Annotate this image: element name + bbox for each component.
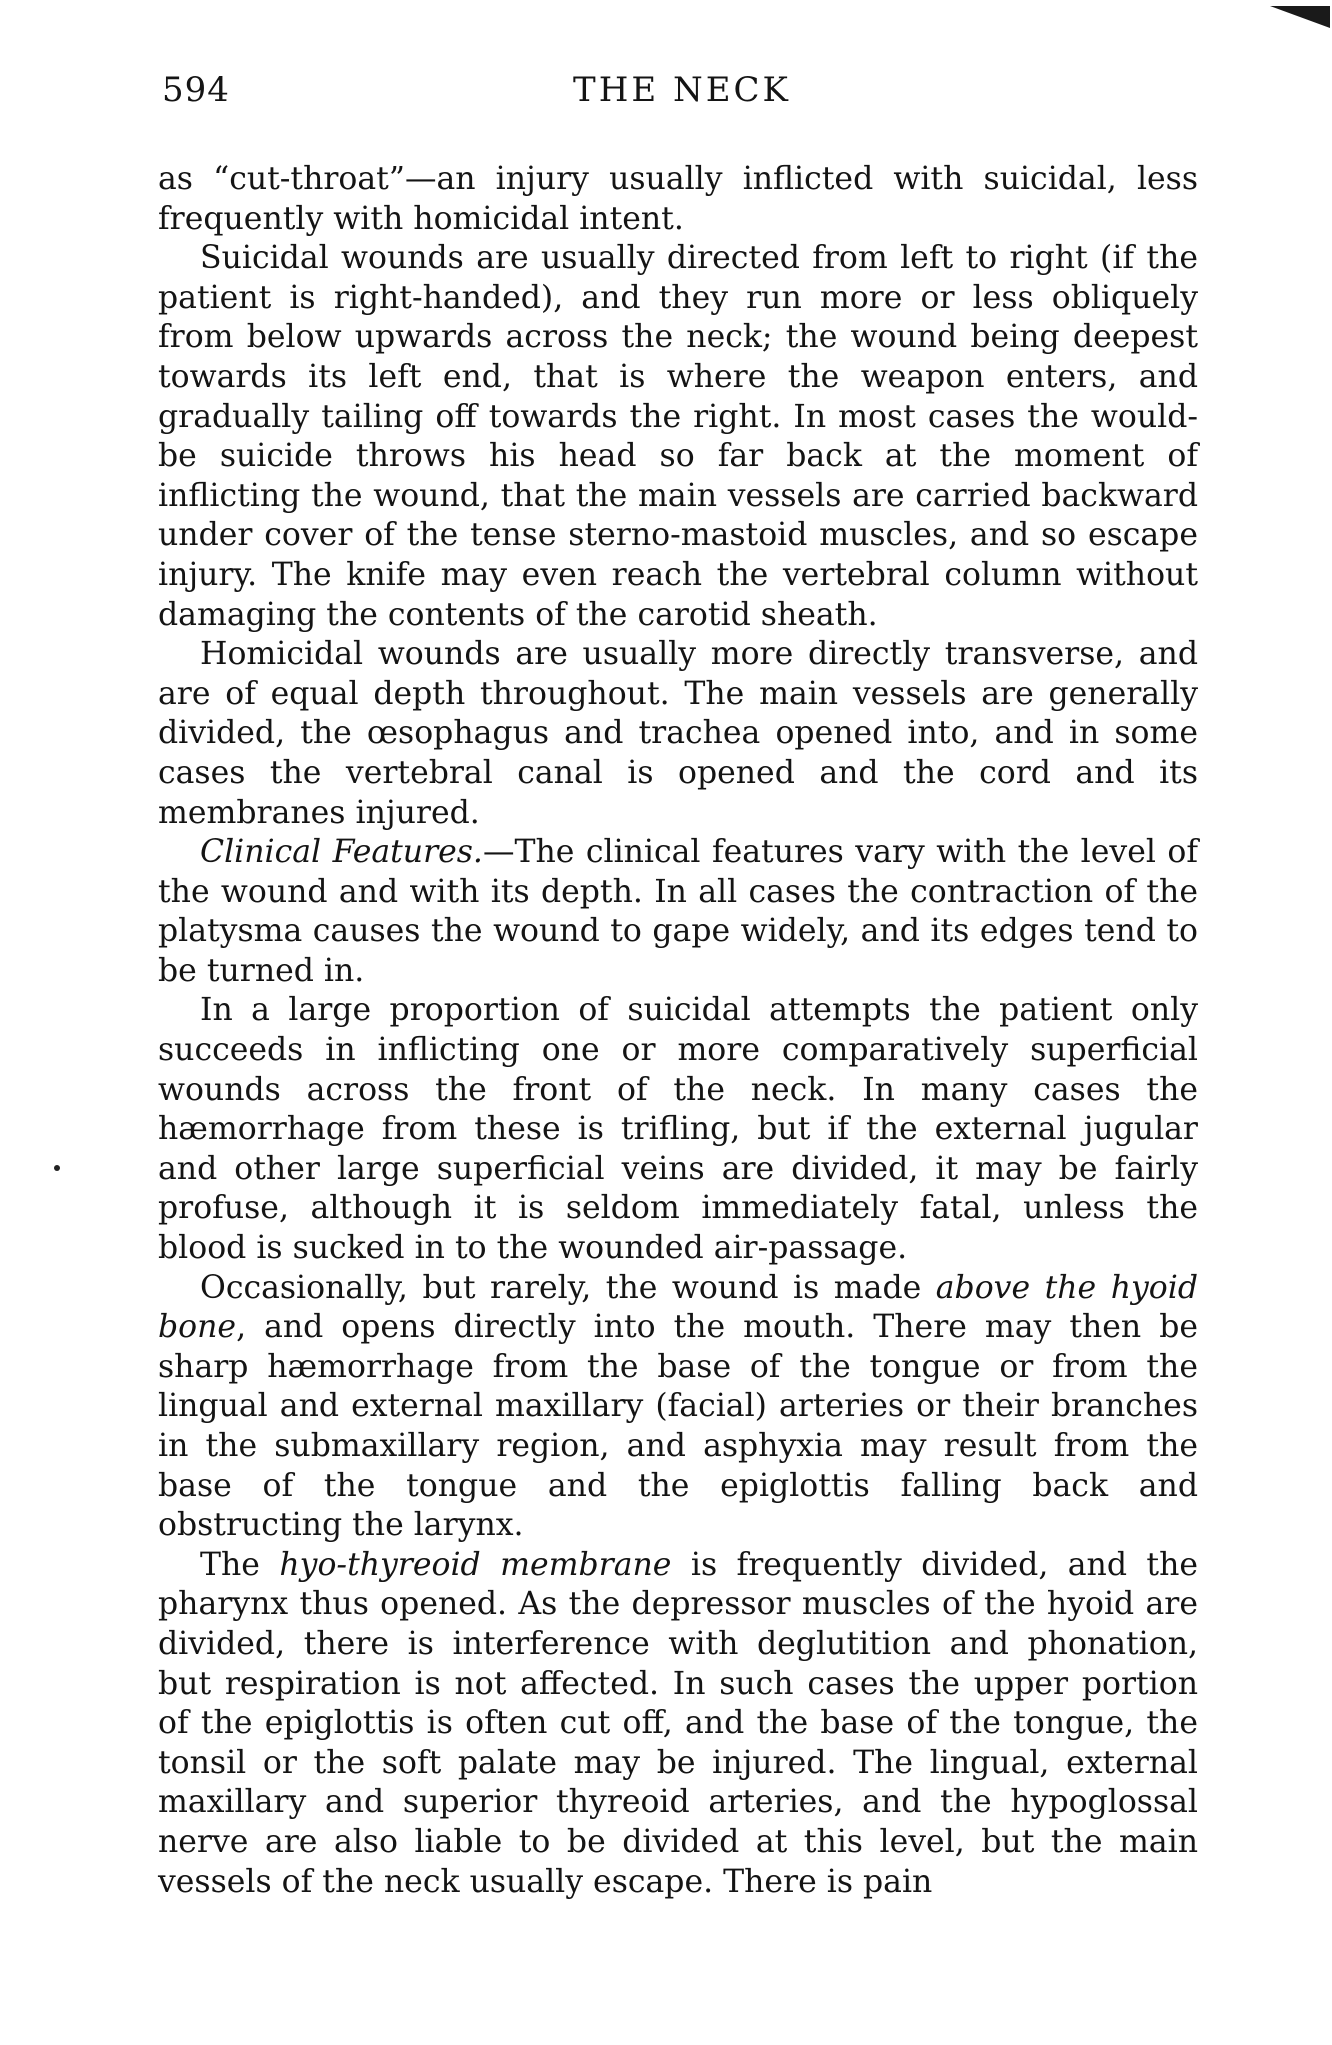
paragraph <box>158 1269 1198 1546</box>
italic-text: above the hyoid bone <box>158 1269 1198 1346</box>
paragraph-text: Homicidal wounds are usually more directly transverse, and are of equal depth throughout. The main vessels are generally divided, the œsophagus and trachea opened into, and in some cases the vertebral canal is opened and the cord and its membranes injured. <box>158 636 1198 831</box>
paragraph <box>158 833 1198 991</box>
page-corner-mark <box>1270 6 1330 28</box>
paragraph-text: —The clinical features vary with the level of the wound and with its depth. In all cases the contraction of the platysma causes the wound to gape widely, and its edges tend to be turned in. <box>158 834 1198 989</box>
paragraph <box>158 1546 1198 1902</box>
page-number: 594 <box>162 70 230 110</box>
paragraph-text: In a large proportion of suicidal attempts the patient only succeeds in inflicting one or more comparatively superficial wounds across the front of the neck. In many cases the hæmorrhage from these is trifling, but if the external jugular and other large superficial veins are divided, it may be fairly profuse, although it is seldom immediately fatal, unless the blood is sucked in to the wounded air-passage. <box>158 992 1198 1267</box>
paragraph-text: Suicidal wounds are usually directed from left to right (if the patient is right-handed), and they run more or less obliquely from below upwards across the neck; the wound being deepest towards its left end, that is where the weapon enters, and gradually tailing off towards the right. In most cases the would-be suicide throws his head so far back at the moment of inflicting the wound, that the main vessels are carried backward under cover of the tense sterno-mastoid muscles, and so escape injury. The knife may even reach the vertebral column without damaging the contents of the carotid sheath. <box>158 240 1198 633</box>
paragraph <box>158 635 1198 833</box>
paragraph <box>158 160 1198 239</box>
paragraph-text: is frequently divided, and the pharynx thus opened. As the depressor muscles of the hyoid are divided, there is interference with deglutition and phonation, but respiration is not affected. In such cases the upper portion of the epiglottis is often cut off, and the base of the tongue, the tonsil or the soft palate may be injured. The lingual, external maxillary and superior thyreoid arteries, and the hypoglossal nerve are also liable to be divided at this level, but the main vessels of the neck usually escape. There is pain <box>158 1546 1199 1900</box>
paragraph-text: The <box>200 1546 280 1583</box>
italic-text: hyo-thyreoid membrane <box>279 1546 672 1583</box>
paragraph <box>158 239 1198 635</box>
paragraph-text: as “cut-throat”—an injury usually inflicted with suicidal, less frequently with homicidal intent. <box>158 161 1198 237</box>
body-text <box>158 160 1198 1902</box>
paragraph <box>158 991 1198 1268</box>
paragraph-text: , and opens directly into the mouth. There may then be sharp hæmorrhage from the base of the tongue or from the lingual and external maxillary (facial) arteries or their branches in the submaxillary region, and asphyxia may result from the base of the tongue and the epiglottis falling back and obstructing the larynx. <box>158 1309 1198 1544</box>
italic-text: Clinical Features. <box>200 834 483 871</box>
margin-dot <box>54 1165 60 1171</box>
paragraph-text: Occasionally, but rarely, the wound is made <box>200 1269 936 1306</box>
running-head: THE NECK <box>573 70 791 110</box>
page-header <box>162 70 1202 124</box>
